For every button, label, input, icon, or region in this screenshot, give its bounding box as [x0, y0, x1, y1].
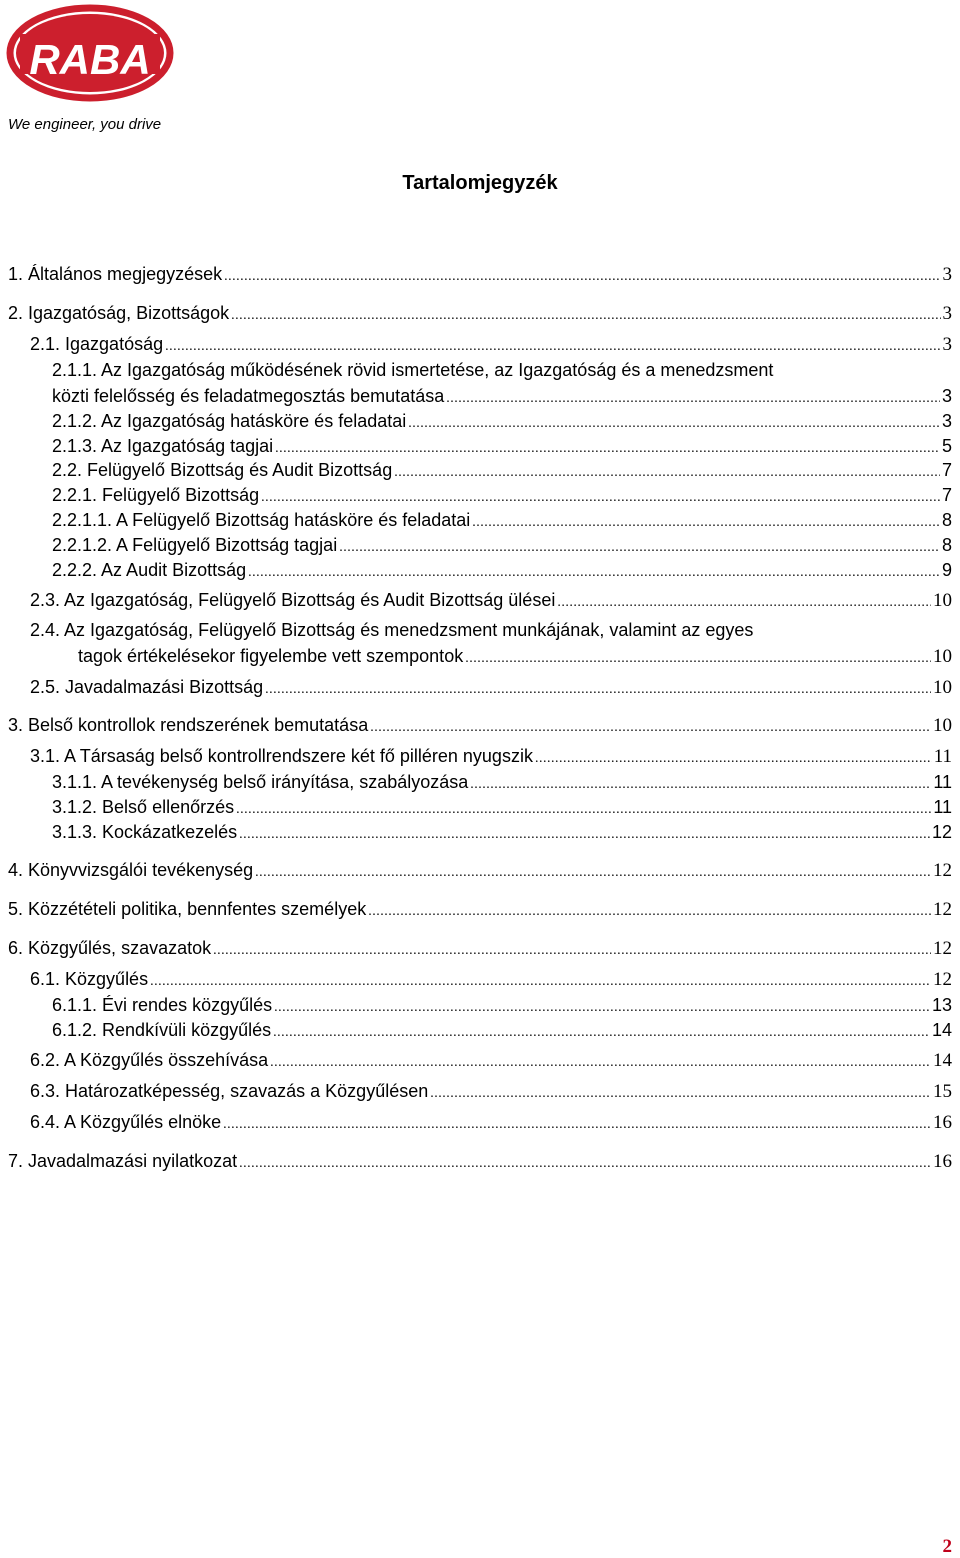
toc-entry[interactable]: 4. Könyvvizsgálói tevékenység ..... 12: [8, 857, 952, 886]
toc-entry[interactable]: 5. Közzétételi politika, bennfentes személyek ..... 12: [8, 896, 952, 925]
toc-entry[interactable]: 3.1.3. Kockázatkezelés ..... 12: [52, 819, 952, 848]
toc-entry[interactable]: 2.1.3. Az Igazgatóság tagjai ..... 5: [52, 433, 952, 462]
toc-entry[interactable]: 2.3. Az Igazgatóság, Felügyelő Bizottság és Audit Bizottság ülései ..... 10: [30, 587, 952, 616]
toc-entry-line1: 2.4. Az Igazgatóság, Felügyelő Bizottság és menedzsment munkájának, valamint az egyes: [30, 620, 754, 640]
toc-entry[interactable]: 3.1.2. Belső ellenőrzés ..... 11: [52, 794, 952, 823]
toc-entry[interactable]: közti felelősség és feladatmegosztás bemutatása ..... 3: [52, 383, 952, 412]
toc-entry-line1: 2.1.1. Az Igazgatóság működésének rövid ismertetése, az Igazgatóság és a menedzsment: [52, 360, 774, 380]
toc-entry[interactable]: 2.1.2. Az Igazgatóság hatásköre és feladatai ..... 3: [52, 408, 952, 437]
toc-entry-multiline[interactable]: [30, 617, 952, 643]
toc-entry[interactable]: 2.1. Igazgatóság ..... 3: [30, 331, 952, 360]
toc-entry[interactable]: 6.1. Közgyűlés ..... 12: [30, 966, 952, 995]
toc-entry[interactable]: 6.3. Határozatképesség, szavazás a Közgyűlésen ..... 15: [30, 1078, 952, 1107]
logo-text: RABA: [29, 36, 151, 83]
toc-entry[interactable]: 6. Közgyűlés, szavazatok ..... 12: [8, 935, 952, 964]
toc-entry[interactable]: 1. Általános megjegyzések ..... 3: [8, 261, 952, 290]
page-number: 2: [942, 1536, 952, 1557]
page-title: Tartalomjegyzék: [402, 172, 558, 194]
toc-entry[interactable]: 6.1.1. Évi rendes közgyűlés ..... 13: [52, 992, 952, 1021]
tagline: We engineer, you drive: [8, 116, 162, 133]
toc-entry[interactable]: 2.2. Felügyelő Bizottság és Audit Bizottság ..... 7: [52, 457, 952, 486]
toc-entry[interactable]: 2.2.1.1. A Felügyelő Bizottság hatásköre és feladatai ..... 8: [52, 507, 952, 536]
toc-entry[interactable]: 3.1.1. A tevékenység belső irányítása, szabályozása ..... 11: [52, 769, 952, 798]
toc-entry[interactable]: 2.2.2. Az Audit Bizottság ..... 9: [52, 557, 952, 586]
toc-entry[interactable]: 3. Belső kontrollok rendszerének bemutatása ..... 10: [8, 712, 952, 741]
toc-entry[interactable]: 6.1.2. Rendkívüli közgyűlés ..... 14: [52, 1017, 952, 1046]
toc-entry[interactable]: 6.4. A Közgyűlés elnöke ..... 16: [30, 1109, 952, 1138]
toc-entry[interactable]: 2.5. Javadalmazási Bizottság ..... 10: [30, 674, 952, 703]
toc-entry-multiline[interactable]: [52, 357, 952, 383]
toc-entry[interactable]: 2.2.1.2. A Felügyelő Bizottság tagjai ..... 8: [52, 532, 952, 561]
toc-entry[interactable]: 6.2. A Közgyűlés összehívása ..... 14: [30, 1047, 952, 1076]
toc-entry[interactable]: 2. Igazgatóság, Bizottságok ..... 3: [8, 300, 952, 329]
toc-entry[interactable]: 3.1. A Társaság belső kontrollrendszere két fő pilléren nyugszik ..... 11: [30, 743, 952, 772]
toc-entry[interactable]: 2.2.1. Felügyelő Bizottság ..... 7: [52, 482, 952, 511]
raba-logo: [6, 4, 174, 102]
toc-entry[interactable]: tagok értékelésekor figyelembe vett szempontok ..... 10: [78, 643, 952, 672]
toc-entry[interactable]: 7. Javadalmazási nyilatkozat ..... 16: [8, 1148, 952, 1177]
